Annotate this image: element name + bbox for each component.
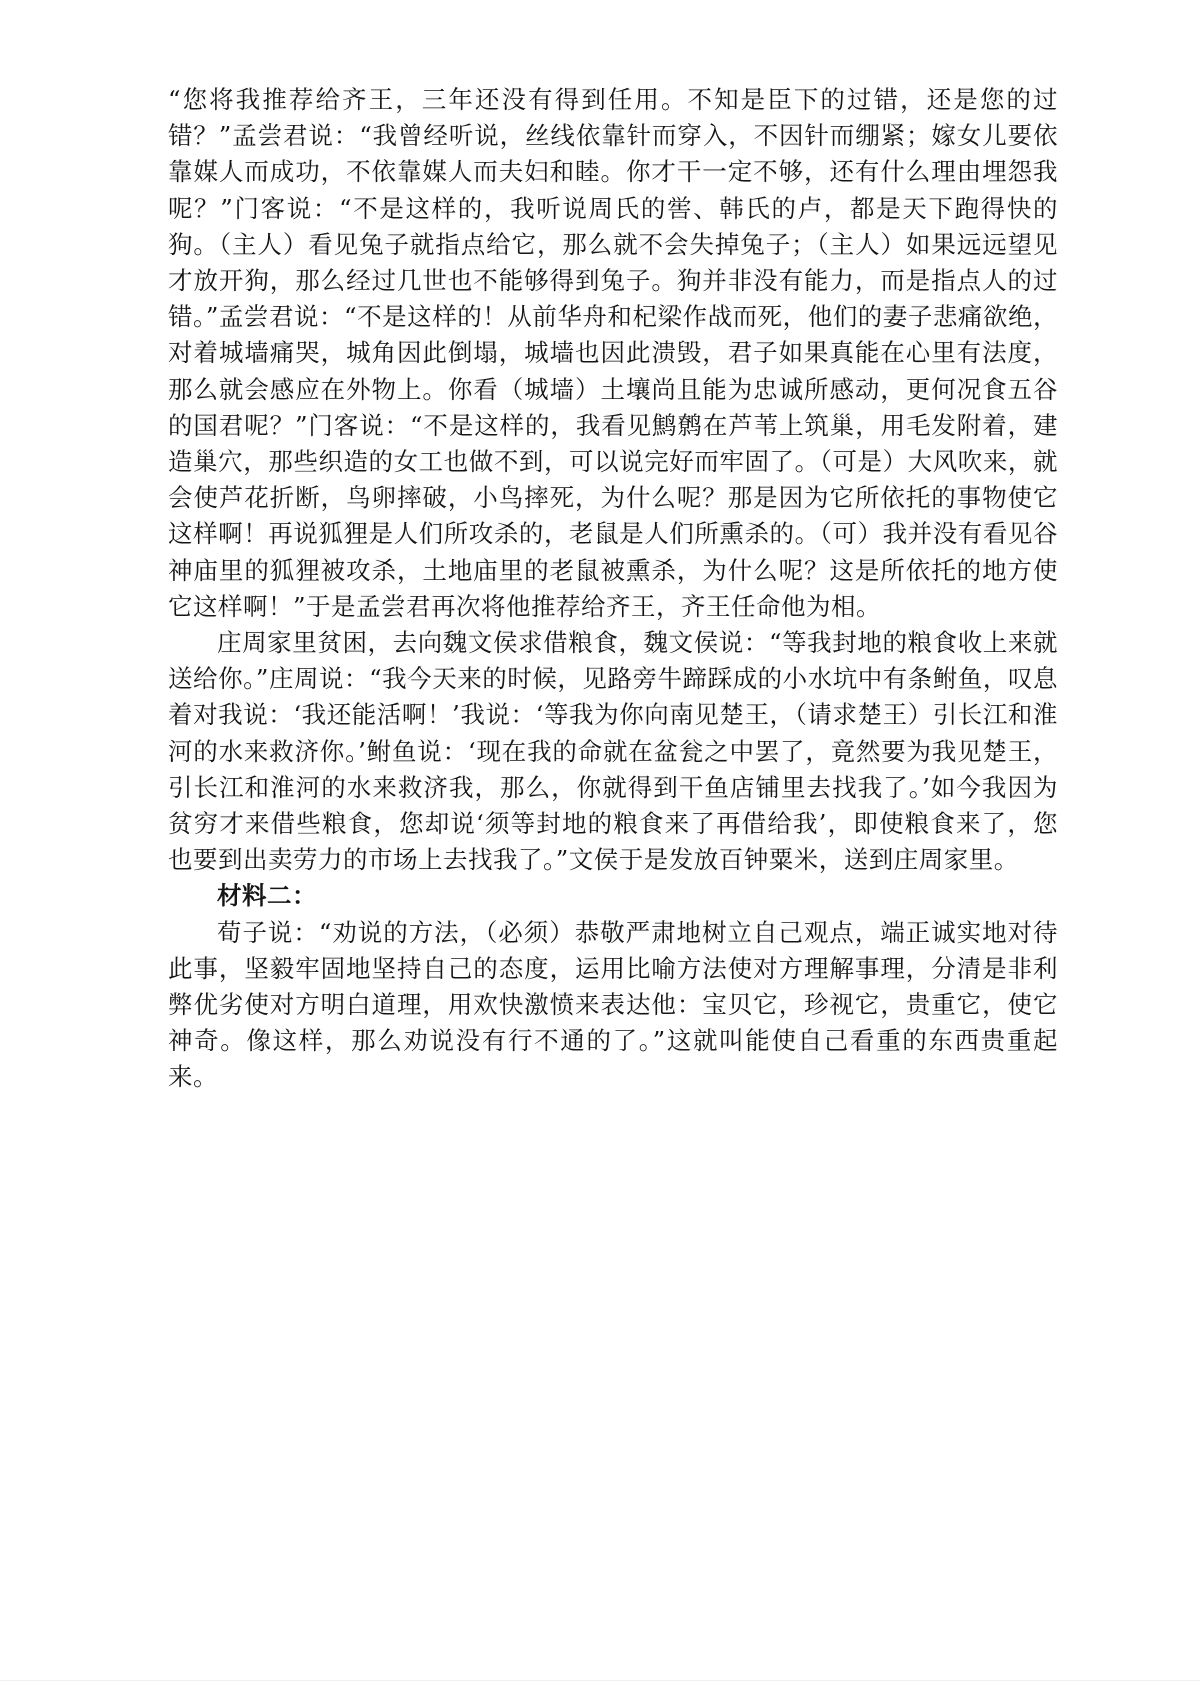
paragraph-mengchangjun: “您将我推荐给齐王，三年还没有得到任用。不知是臣下的过错，还是您的过错？”孟尝君说：“我曾经听说，丝线依靠针而穿入，不因针而绷紧；嫁女儿要依靠媒人而成功，不依靠媒人而夫妇和睦。你才干一定不够，还有什么理由埋怨我呢？”门客说：“不是这样的，我听说周氏的喾、韩氏的卢，都是天下跑得快的狗。（主人）看见兔子就指点给它，那么就不会失掉兔子；（主人）如果远远望见才放开狗，那么经过几世也不能够得到兔子。狗并非没有能力，而是指点人的过错。”孟尝君说：“不是这样的！从前华舟和杞梁作战而死，他们的妻子悲痛欲绝，对着城墙痛哭，城角因此倒塌，城墙也因此溃毁，君子如果真能在心里有法度，那么就会感应在外物上。你看（城墙）土壤尚且能为忠诚所感动，更何况食五谷的国君呢？”门客说：“不是这样的，我看见鹪鹩在芦苇上筑巢，用毛发附着，建造巢穴，那些织造的女工也做不到，可以说完好而牢固了。（可是）大风吹来，就会使芦花折断，鸟卵摔破，小鸟摔死，为什么呢？那是因为它所依托的事物使它这样啊！再说狐狸是人们所攻杀的，老鼠是人们所熏杀的。（可）我并没有看见谷神庙里的狐狸被攻杀，土地庙里的老鼠被熏杀，为什么呢？这是所依托的地方使它这样啊！”于是孟尝君再次将他推荐给齐王，齐王任命他为相。 [168, 85, 1058, 621]
document-body [168, 82, 1058, 1096]
paragraph-zhuangzhou: 庄周家里贫困，去向魏文侯求借粮食，魏文侯说：“等我封地的粮食收上来就送给你。”庄周说：“我今天来的时候，见路旁牛蹄踩成的小水坑中有条鲋鱼，叹息着对我说：‘我还能活啊！’我说：‘等我为你向南见楚王，（请求楚王）引长江和淮河的水来救济你。’鲋鱼说：‘现在我的命就在盆瓮之中罢了，竟然要为我见楚王，引长江和淮河的水来救济我，那么，你就得到干鱼店铺里去找我了。’如今我因为贫穷才来借些粮食，您却说‘须等封地的粮食来了再借给我’，即使粮食来了，您也要到出卖劳力的市场上去找我了。”文侯于是发放百钟粟米，送到庄周家里。 [168, 628, 1058, 875]
section-heading-material-two: 材料二： [217, 881, 317, 911]
page-bottom-edge [0, 1680, 1200, 1681]
paragraph-xunzi: 荀子说：“劝说的方法，（必须）恭敬严肃地树立自己观点，端正诚实地对待此事，坚毅牢固地坚持自己的态度，运用比喻方法使对方理解事理，分清是非利弊优劣使对方明白道理，用欢快激愤来表达他：宝贝它，珍视它，贵重它，使它神奇。像这样，那么劝说没有行不通的了。”这就叫能使自己看重的东西贵重起来。 [168, 917, 1058, 1092]
